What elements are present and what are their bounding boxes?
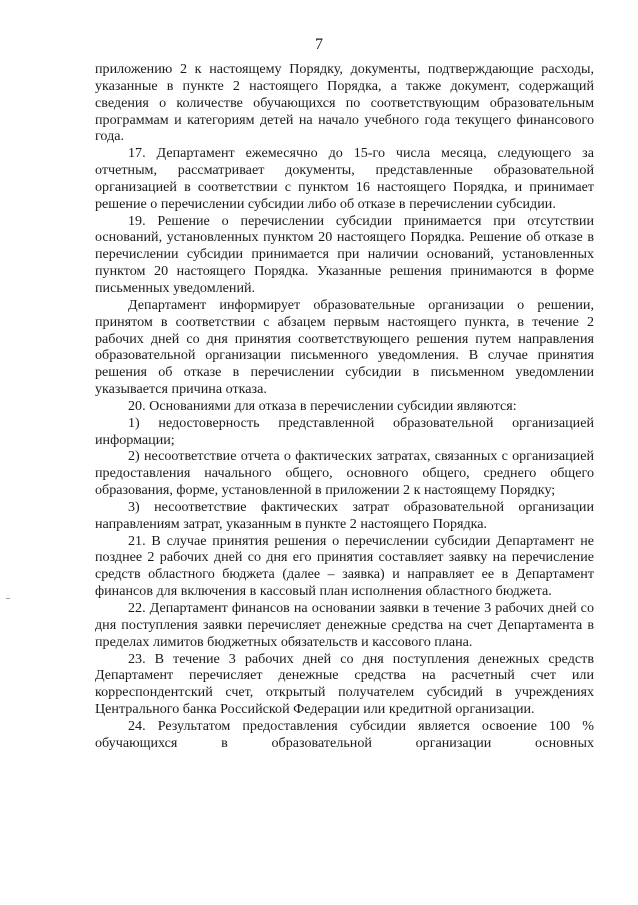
paragraph-20: 20. Основаниями для отказа в перечислении субсидии являются: (128, 397, 517, 414)
paragraph-24: 24. Результатом предоставления субсидии является освоение 100 % обучающихся в образовательной организации основных (95, 717, 594, 751)
paragraph-21: 21. В случае принятия решения о перечислении субсидии Департамент не позднее 2 рабочих дней со дня его принятия составляет заявку на перечисление средств областного бюджета (далее – заявка) и направляет ее в Департамент финансов для включения в кассовый план исполнения областного бюджета. (95, 532, 594, 600)
paragraph-20-item-2: 2) несоответствие отчета о фактических затратах, связанных с организацией предоставления начального общего, основного общего, среднего общего образования, форме, установленной в приложении 2 к настоящему Порядку; (95, 448, 594, 499)
paragraph-19-informing: Департамент информирует образовательные организации о решении, принятом в соответствии с абзацем первым настоящего пункта, в течение 2 рабочих дней со дня принятия соответствующего решения путем направления образовательной организации письменного уведомления. В случае принятия решения об отказе в перечислении субсидии в письменном уведомлении указывается причина отказа. (95, 296, 594, 398)
paragraph-17: 17. Департамент ежемесячно до 15-го числа месяца, следующего за отчетным, рассматривает документы, представленные образовательной организацией в соответствии с пунктом 16 настоящего Порядка, и принимает решение о перечислении субсидии либо об отказе в перечислении субсидии. (95, 145, 594, 212)
paragraph-22: 22. Департамент финансов на основании заявки в течение 3 рабочих дней со дня поступления заявки перечисляет денежные средства на счет Департамента в пределах лимитов бюджетных обязательств и кассового плана. (95, 600, 594, 650)
paragraph-23: 23. В течение 3 рабочих дней со дня поступления денежных средств Департамент перечисляет денежные средства на расчетный счет или корреспондентский счет, открытый получателем субсидий в учреждениях Центрального банка Российской Федерации или кредитной организации. (95, 650, 594, 718)
document-body (95, 61, 594, 752)
paragraph-20-item-1: 1) недостоверность представленной образовательной организацией информации; (95, 414, 594, 448)
paragraph-continuation: приложению 2 к настоящему Порядку, документы, подтверждающие расходы, указанные в пункте 2 настоящего Порядка, а также документ, содержащий сведения о количестве обучающихся по соответствующим образовательным программам и категориям детей на начало учебного года текущего финансового года. (95, 61, 594, 145)
margin-mark (6, 598, 10, 599)
paragraph-19: 19. Решение о перечислении субсидии принимается при отсутствии оснований, установленных пунктом 20 настоящего Порядка. Решение об отказе в перечислении субсидии принимается при наличии оснований, установленных пунктом 20 настоящего Порядка. Указанные решения принимаются в форме письменных уведомлений. (95, 212, 594, 296)
paragraph-20-item-3: 3) несоответствие фактических затрат образовательной организации направлениям затрат, указанным в пункте 2 настоящего Порядка. (95, 498, 594, 532)
page-number: 7 (315, 36, 323, 53)
